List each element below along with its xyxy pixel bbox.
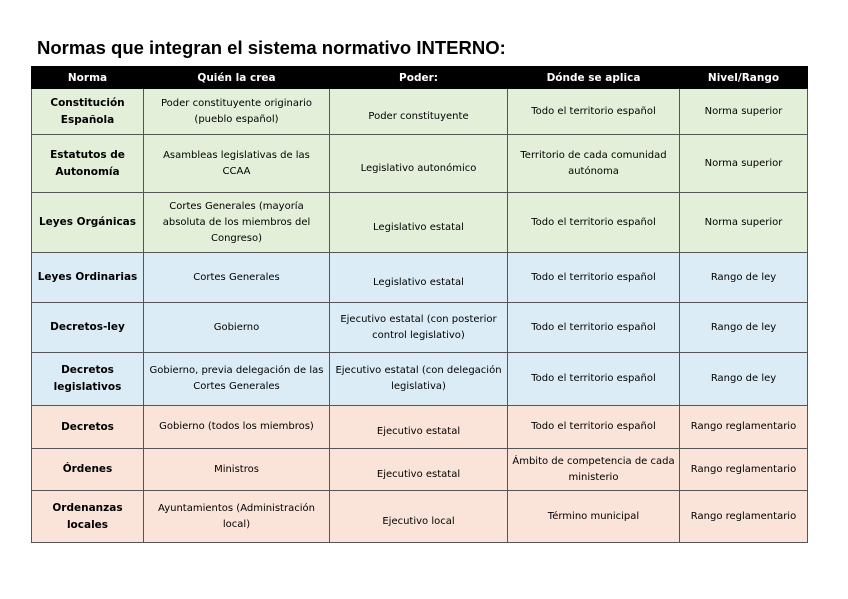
creador-cell: Gobierno (todos los miembros) bbox=[144, 406, 330, 449]
rango-cell: Rango de ley bbox=[680, 253, 808, 303]
normas-table bbox=[31, 66, 808, 543]
norma-cell: Estatutos de Autonomía bbox=[32, 135, 144, 193]
rango-cell: Rango de ley bbox=[680, 353, 808, 406]
header-quien-la-crea: Quién la crea bbox=[144, 67, 330, 89]
aplica-cell: Ámbito de competencia de cada ministerio bbox=[508, 449, 680, 491]
table-row bbox=[32, 449, 808, 491]
norma-cell: Leyes Ordinarias bbox=[32, 253, 144, 303]
poder-cell: Legislativo estatal bbox=[330, 193, 508, 253]
creador-cell: Asambleas legislativas de las CCAA bbox=[144, 135, 330, 193]
table-row bbox=[32, 193, 808, 253]
creador-cell: Poder constituyente originario (pueblo español) bbox=[144, 89, 330, 135]
aplica-cell: Todo el territorio español bbox=[508, 253, 680, 303]
creador-cell: Cortes Generales (mayoría absoluta de los miembros del Congreso) bbox=[144, 193, 330, 253]
rango-cell: Rango reglamentario bbox=[680, 449, 808, 491]
norma-cell: Leyes Orgánicas bbox=[32, 193, 144, 253]
norma-cell: Decretos bbox=[32, 406, 144, 449]
creador-cell: Cortes Generales bbox=[144, 253, 330, 303]
poder-cell: Ejecutivo estatal (con delegación legislativa) bbox=[330, 353, 508, 406]
rango-cell: Norma superior bbox=[680, 193, 808, 253]
aplica-cell: Todo el territorio español bbox=[508, 193, 680, 253]
table-row bbox=[32, 491, 808, 543]
table-row bbox=[32, 353, 808, 406]
rango-cell: Norma superior bbox=[680, 89, 808, 135]
header-norma: Norma bbox=[32, 67, 144, 89]
norma-cell: Ordenanzas locales bbox=[32, 491, 144, 543]
norma-cell: Decretos legislativos bbox=[32, 353, 144, 406]
norma-cell: Constitución Española bbox=[32, 89, 144, 135]
rango-cell: Rango reglamentario bbox=[680, 491, 808, 543]
creador-cell: Gobierno, previa delegación de las Cortes Generales bbox=[144, 353, 330, 406]
header-nivel-rango: Nivel/Rango bbox=[680, 67, 808, 89]
poder-cell: Legislativo estatal bbox=[330, 253, 508, 303]
norma-cell: Órdenes bbox=[32, 449, 144, 491]
aplica-cell: Término municipal bbox=[508, 491, 680, 543]
poder-cell: Ejecutivo estatal (con posterior control legislativo) bbox=[330, 303, 508, 353]
poder-cell: Ejecutivo estatal bbox=[330, 406, 508, 449]
creador-cell: Gobierno bbox=[144, 303, 330, 353]
rango-cell: Rango reglamentario bbox=[680, 406, 808, 449]
table-row bbox=[32, 89, 808, 135]
table-row bbox=[32, 135, 808, 193]
creador-cell: Ministros bbox=[144, 449, 330, 491]
poder-cell: Poder constituyente bbox=[330, 89, 508, 135]
page-title: Normas que integran el sistema normativo INTERNO: bbox=[37, 37, 506, 58]
aplica-cell: Todo el territorio español bbox=[508, 89, 680, 135]
norma-cell: Decretos-ley bbox=[32, 303, 144, 353]
table-row bbox=[32, 406, 808, 449]
table-header-row bbox=[32, 67, 808, 89]
table-row bbox=[32, 303, 808, 353]
poder-cell: Legislativo autonómico bbox=[330, 135, 508, 193]
poder-cell: Ejecutivo estatal bbox=[330, 449, 508, 491]
header-donde-se-aplica: Dónde se aplica bbox=[508, 67, 680, 89]
table-row bbox=[32, 253, 808, 303]
header-poder: Poder: bbox=[330, 67, 508, 89]
aplica-cell: Todo el territorio español bbox=[508, 303, 680, 353]
aplica-cell: Todo el territorio español bbox=[508, 406, 680, 449]
rango-cell: Rango de ley bbox=[680, 303, 808, 353]
aplica-cell: Territorio de cada comunidad autónoma bbox=[508, 135, 680, 193]
creador-cell: Ayuntamientos (Administración local) bbox=[144, 491, 330, 543]
poder-cell: Ejecutivo local bbox=[330, 491, 508, 543]
rango-cell: Norma superior bbox=[680, 135, 808, 193]
aplica-cell: Todo el territorio español bbox=[508, 353, 680, 406]
